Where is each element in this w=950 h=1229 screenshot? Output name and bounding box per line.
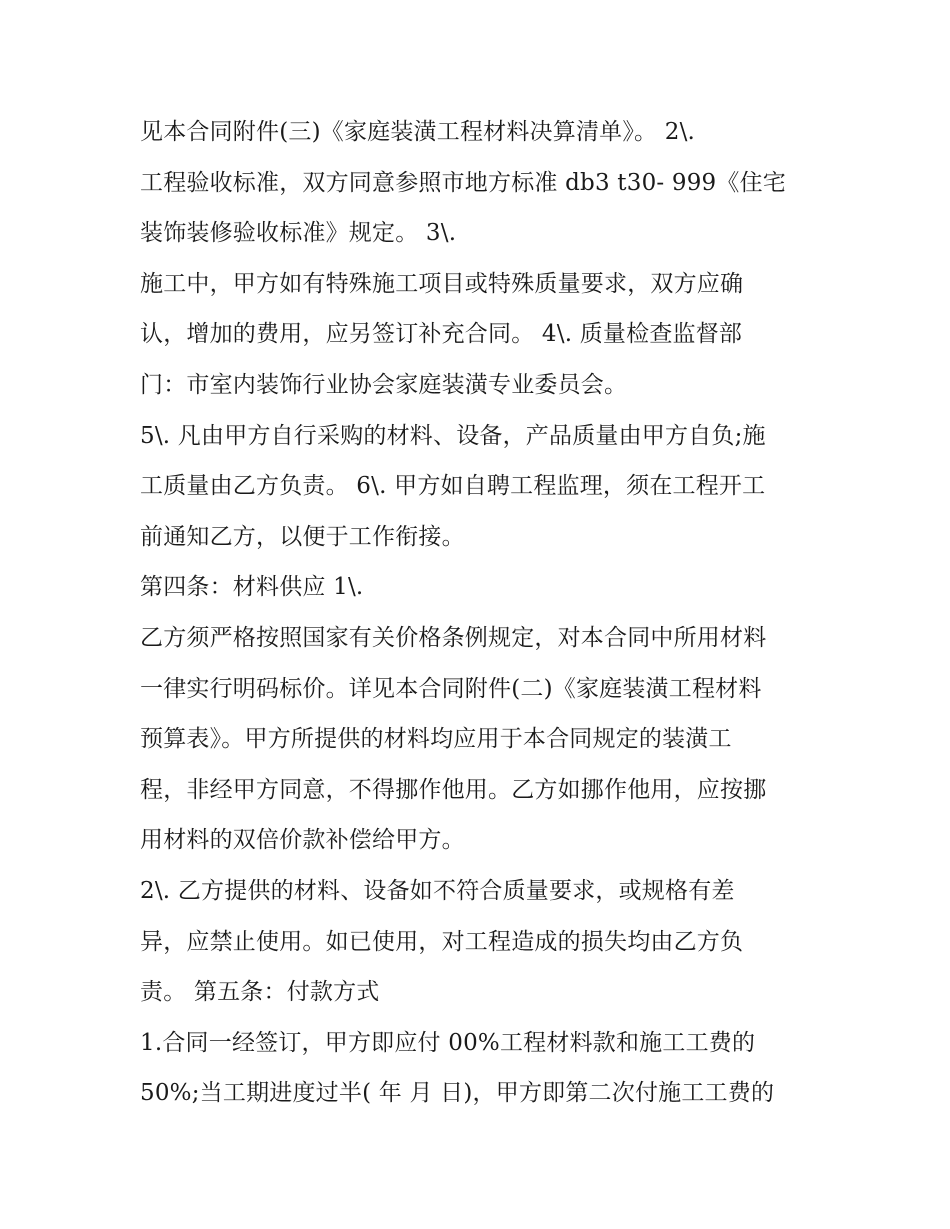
text-line: 工质量由乙方负责。 6\. 甲方如自聘工程监理，须在工程开工: [140, 473, 766, 500]
section-heading-materials: 第四条：材料供应 1\.: [140, 574, 364, 601]
text-line: 5\. 凡由甲方自行采购的材料、设备，产品质量由甲方自负;施: [140, 422, 766, 449]
text-line: 认，增加的费用，应另签订补充合同。 4\. 质量检查监督部: [140, 321, 743, 348]
text-line: 装饰装修验收标准》规定。 3\.: [140, 220, 457, 247]
text-line: 一律实行明码标价。详见本合同附件(二)《家庭装潢工程材料: [140, 675, 762, 702]
text-line: 前通知乙方，以便于工作衔接。: [140, 523, 465, 550]
text-line: 施工中，甲方如有特殊施工项目或特殊质量要求，双方应确: [140, 270, 744, 297]
text-line: 乙方须严格按照国家有关价格条例规定，对本合同中所用材料: [140, 624, 767, 651]
text-line: 异，应禁止使用。如已使用，对工程造成的损失均由乙方负: [140, 928, 744, 955]
text-line: 工程验收标准，双方同意参照市地方标准 db3 t30- 999《住宅: [140, 169, 786, 196]
text-line: 责。 第五条：付款方式: [140, 979, 380, 1006]
text-line: 50%;当工期进度过半( 年 月 日)，甲方即第二次付施工工费的: [140, 1080, 775, 1107]
text-line: 1.合同一经签订，甲方即应付 00%工程材料款和施工工费的: [140, 1029, 756, 1056]
text-line: 用材料的双倍价款补偿给甲方。: [140, 827, 465, 854]
text-line: 2\. 乙方提供的材料、设备如不符合质量要求，或规格有差: [140, 877, 735, 904]
text-line: 程，非经甲方同意，不得挪作他用。乙方如挪作他用，应按挪: [140, 776, 767, 803]
text-line: 见本合同附件(三)《家庭装潢工程材料决算清单》。 2\.: [140, 119, 696, 145]
text-line: 预算表》。甲方所提供的材料均应用于本合同规定的装潢工: [140, 726, 732, 753]
document-body: [140, 107, 830, 1119]
text-line: 门：市室内装饰行业协会家庭装潢专业委员会。: [140, 371, 628, 398]
